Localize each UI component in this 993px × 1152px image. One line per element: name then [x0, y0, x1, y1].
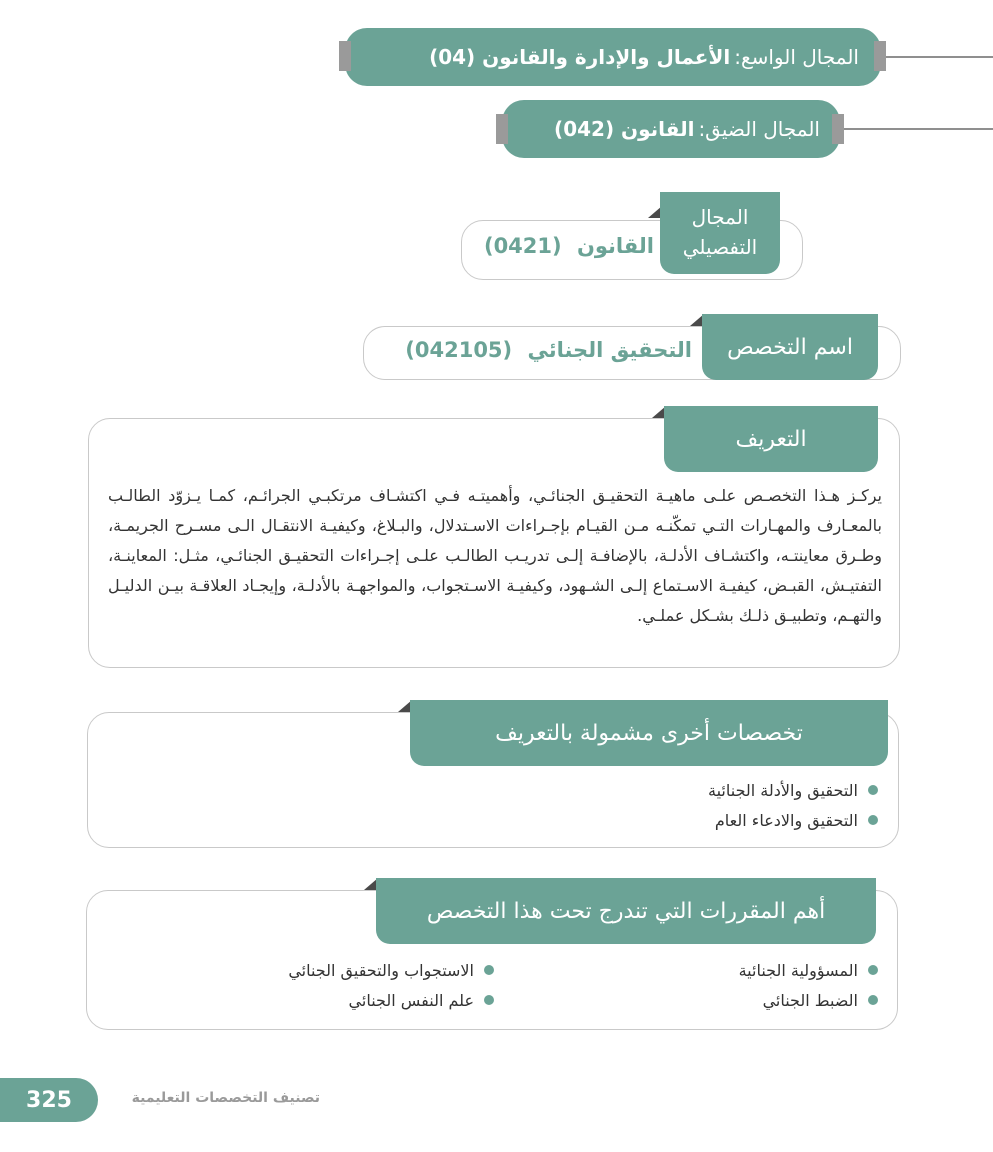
page-number-badge — [0, 1078, 98, 1122]
definition-text: يركـز هـذا التخصـص علـى ماهيـة التحقيـق الجنائـي، وأهميتـه فـي اكتشـاف مرتكبـي الجرائـم، كمـا يـزوّد الطالـب بالمعـارف والمهـارات التـي تمكّنـه مـن القيـام بإجـراءات الاسـتدلال، والبـلاغ، وكيفيـة الانتقـال الـى مسـرح الجريمـة، وطـرق معاينتـه، واكتشـاف الأدلـة، بالإضافـة إلـى تدريـب الطالـب علـى إجـراءات التحقيـق الجنائـي، مثـل: المعاينـة، التفتيـش، القبـض، كيفيـة الاسـتماع إلـى الشـهود، وكيفيـة الاسـتجواب، والمواجهـة بالأدلـة، وإيجـاد العلاقـة بيـن الدليـل والتهـم، وتطبيـق ذلـك بشـكل عملـي. — [108, 486, 882, 625]
broad-field-bar — [345, 28, 881, 86]
course-right-1: المسؤولية الجنائية — [738, 960, 858, 980]
narrow-field-label: المجال الضيق: — [698, 117, 820, 141]
footer-book-title: تصنيف التخصصات التعليمية — [131, 1090, 320, 1106]
list-item — [200, 955, 494, 985]
list-item — [560, 805, 878, 835]
bullet-icon — [868, 815, 878, 825]
broad-field-label: المجال الواسع: — [734, 45, 859, 69]
narrow-field-connector-line — [843, 128, 993, 130]
detailed-field-label-line1: المجال — [691, 205, 749, 229]
related-item-2: التحقيق والادعاء العام — [714, 810, 858, 830]
bullet-icon — [484, 965, 494, 975]
detailed-field-value — [470, 234, 654, 258]
related-list — [560, 775, 878, 835]
courses-list-left — [200, 955, 494, 1015]
detailed-field-name: القانون — [576, 234, 654, 258]
course-right-2: الضبط الجنائي — [762, 990, 858, 1010]
specialization-value — [372, 338, 692, 362]
bullet-icon — [484, 995, 494, 1005]
courses-tab — [376, 878, 876, 944]
broad-field-cap-left — [339, 41, 351, 71]
related-item-1: التحقيق والأدلة الجنائية — [708, 780, 858, 800]
broad-field-cap-right — [874, 41, 886, 71]
courses-list-right — [620, 955, 878, 1015]
courses-title: أهم المقررات التي تندرج تحت هذا التخصص — [426, 898, 826, 924]
bullet-icon — [868, 965, 878, 975]
detailed-field-code: (0421) — [483, 234, 562, 258]
list-item — [200, 985, 494, 1015]
narrow-field-bar — [502, 100, 840, 158]
page-number: 325 — [26, 1087, 72, 1113]
bullet-icon — [868, 995, 878, 1005]
specialization-tab — [702, 314, 878, 380]
specialization-code: (042105) — [405, 338, 513, 362]
broad-field-connector-line — [884, 56, 993, 58]
definition-tab — [664, 406, 878, 472]
related-tab — [410, 700, 888, 766]
list-item — [620, 985, 878, 1015]
related-title: تخصصات أخرى مشمولة بالتعريف — [495, 720, 803, 746]
narrow-field-cap-left — [496, 114, 508, 144]
list-item — [560, 775, 878, 805]
narrow-field-cap-right — [832, 114, 844, 144]
specialization-name: التحقيق الجنائي — [527, 338, 692, 362]
course-left-2: علم النفس الجنائي — [348, 990, 474, 1010]
course-left-1: الاستجواب والتحقيق الجنائي — [288, 960, 474, 980]
broad-field-value: الأعمال والإدارة والقانون (04) — [429, 45, 731, 69]
list-item — [620, 955, 878, 985]
definition-title: التعريف — [735, 426, 807, 452]
narrow-field-value: القانون (042) — [554, 117, 695, 141]
specialization-label: اسم التخصص — [727, 334, 853, 360]
detailed-field-label-line2: التفصيلي — [682, 235, 758, 259]
detailed-field-tab — [660, 192, 780, 274]
bullet-icon — [868, 785, 878, 795]
